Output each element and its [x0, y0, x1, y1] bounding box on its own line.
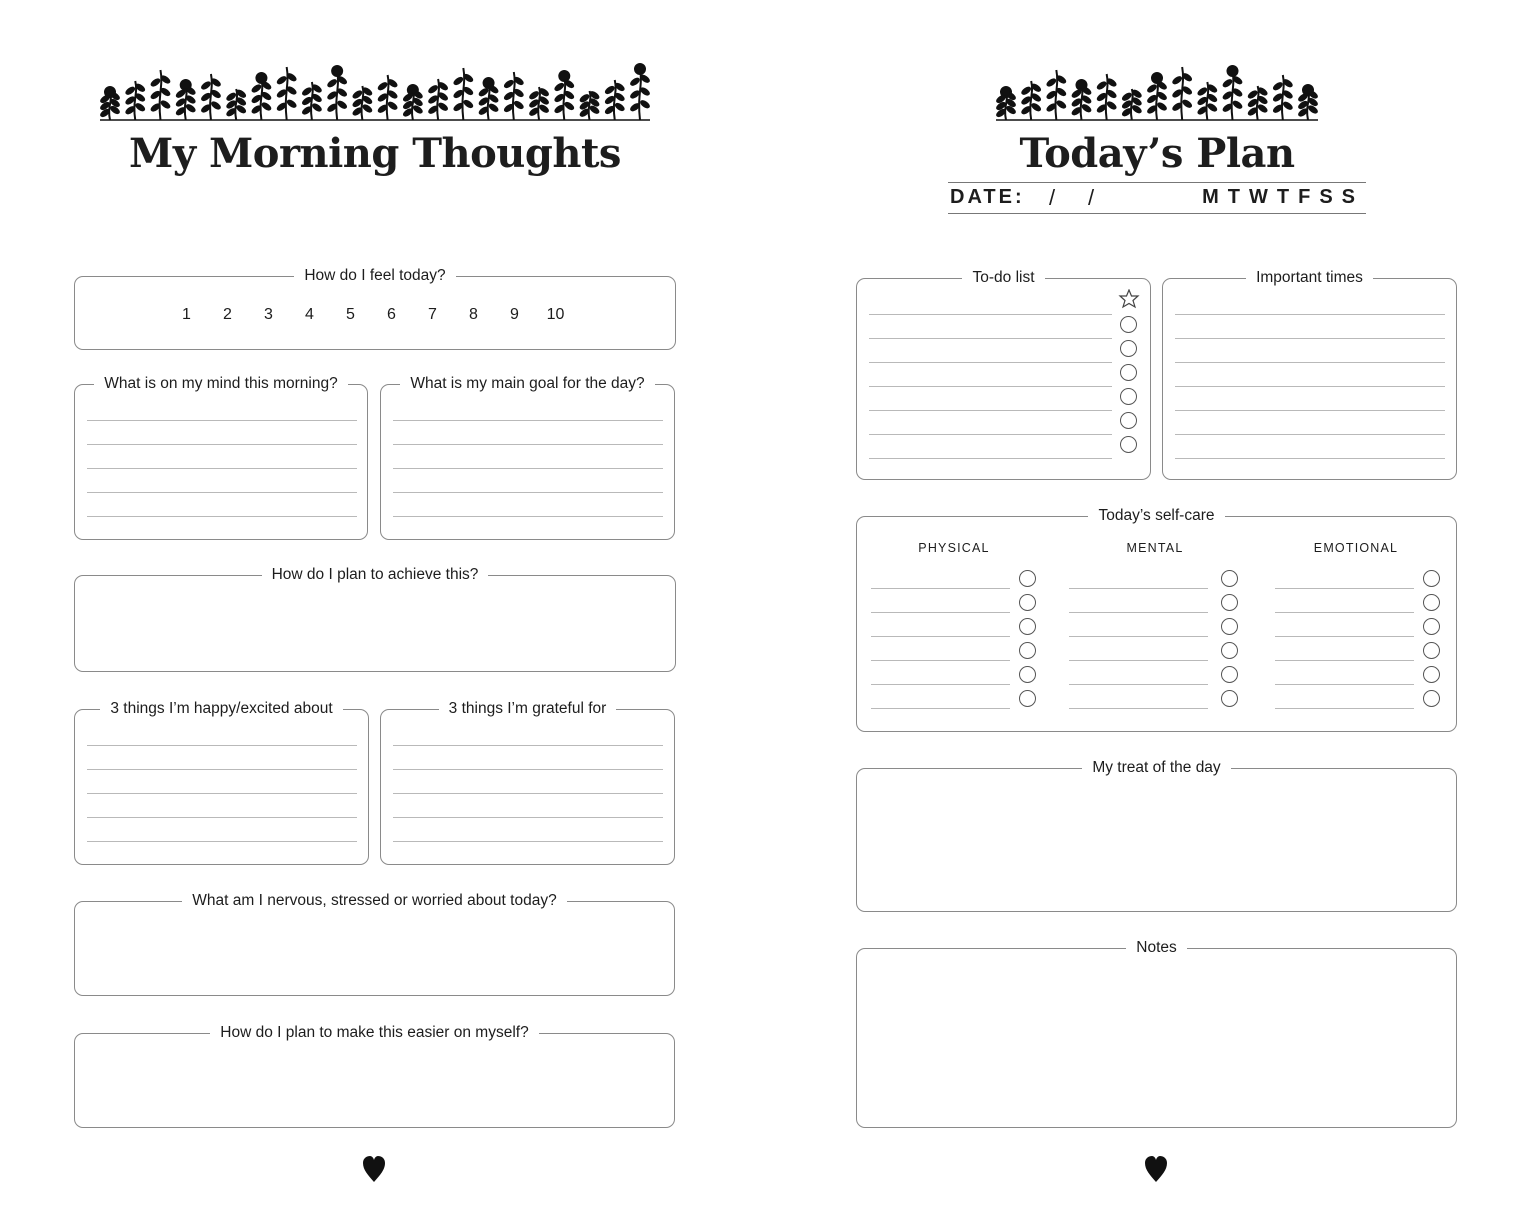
floral-leaf: [277, 89, 287, 97]
todo-checkbox-6[interactable]: [1120, 436, 1137, 453]
page-title-plan: Today’s Plan: [1019, 130, 1295, 177]
floral-leaf: [236, 105, 246, 113]
floral-leaf: [1157, 92, 1167, 100]
floral-bloom: [1152, 73, 1162, 83]
floral-leaf: [1208, 94, 1218, 102]
floral-leaf: [605, 96, 615, 104]
floral-bloom: [105, 87, 115, 97]
todo-checkbox-4[interactable]: [1120, 388, 1137, 405]
floral-leaf: [1097, 81, 1107, 89]
emotional-checkbox[interactable]: [1423, 666, 1440, 683]
floral-leaf: [454, 90, 464, 98]
floral-leaf: [1072, 90, 1082, 98]
floral-leaf: [226, 100, 236, 108]
mind-label: What is on my mind this morning?: [94, 375, 347, 392]
floral-leaf: [1072, 98, 1082, 106]
notes-label: Notes: [1126, 939, 1187, 956]
nervous-label: What am I nervous, stressed or worried about today?: [182, 892, 566, 909]
floral-leaf: [590, 106, 600, 114]
floral-leaf: [337, 88, 347, 96]
floral-leaf: [580, 101, 590, 109]
mental-checkbox[interactable]: [1221, 642, 1238, 659]
floral-leaf: [539, 105, 549, 113]
floral-leaf: [454, 77, 464, 85]
floral-leaf: [378, 93, 388, 101]
floral-bloom: [635, 64, 645, 74]
scale-1[interactable]: 1: [182, 306, 191, 323]
mind-lines[interactable]: [87, 397, 357, 517]
floral-leaf: [262, 92, 272, 100]
emotional-checkbox[interactable]: [1423, 570, 1440, 587]
mental-checkbox[interactable]: [1221, 666, 1238, 683]
scale-6[interactable]: 6: [387, 306, 396, 323]
floral-leaf: [1021, 96, 1031, 104]
floral-leaf: [378, 82, 388, 90]
achieve-label: How do I plan to achieve this?: [262, 566, 489, 583]
floral-leaf: [630, 90, 640, 98]
floral-leaf: [1248, 90, 1258, 98]
floral-leaf: [1122, 100, 1132, 108]
mental-lines[interactable]: [1069, 565, 1208, 709]
floral-leaf: [1208, 103, 1218, 111]
floral-bloom: [1077, 80, 1087, 90]
floral-leaf: [1047, 78, 1057, 86]
floral-leaf: [438, 92, 448, 100]
floral-leaf: [1233, 88, 1243, 96]
floral-leaf: [363, 96, 373, 104]
left-floral-border-icon: [100, 60, 650, 124]
left-heart-icon: [362, 1155, 386, 1183]
happy-box: [74, 700, 369, 865]
floral-leaf: [1172, 76, 1182, 84]
floral-leaf: [479, 97, 489, 105]
floral-leaf: [1223, 79, 1233, 87]
floral-leaf: [1283, 90, 1293, 98]
floral-bloom: [332, 66, 342, 76]
floral-leaf: [151, 91, 161, 99]
mental-checkbox[interactable]: [1221, 594, 1238, 611]
nervous-box[interactable]: [74, 892, 675, 996]
floral-leaf: [1132, 105, 1142, 113]
floral-leaf: [403, 101, 413, 109]
scale-2[interactable]: 2: [223, 306, 232, 323]
floral-leaf: [1057, 100, 1067, 108]
feel-box: [74, 267, 676, 350]
floral-leaf: [186, 104, 196, 112]
easier-label: How do I plan to make this easier on myself?: [210, 1024, 538, 1041]
floral-leaf: [640, 87, 650, 95]
floral-leaf: [262, 102, 272, 110]
goal-box: [380, 375, 675, 540]
floral-leaf: [640, 100, 650, 108]
floral-leaf: [176, 90, 186, 98]
feel-scale: [166, 306, 576, 324]
floral-leaf: [1147, 95, 1157, 103]
floral-leaf: [327, 91, 337, 99]
selfcare-mental-heading: MENTAL: [1126, 541, 1184, 555]
floral-leaf: [201, 93, 211, 101]
scale-5[interactable]: 5: [346, 306, 355, 323]
floral-leaf: [388, 102, 398, 110]
selfcare-box: [856, 507, 1457, 732]
floral-leaf: [428, 95, 438, 103]
achieve-box[interactable]: [74, 566, 676, 672]
floral-leaf: [1233, 101, 1243, 109]
goal-lines[interactable]: [393, 397, 663, 517]
emotional-checkbox[interactable]: [1423, 690, 1440, 707]
floral-leaf: [1107, 101, 1117, 109]
floral-bloom: [1303, 85, 1313, 95]
right-floral-border-icon: [996, 60, 1318, 124]
floral-leaf: [529, 99, 539, 107]
floral-leaf: [554, 94, 564, 102]
floral-leaf: [580, 94, 590, 102]
floral-leaf: [529, 91, 539, 99]
scale-3[interactable]: 3: [264, 306, 273, 323]
floral-leaf: [252, 84, 262, 92]
floral-leaf: [312, 103, 322, 111]
floral-leaf: [479, 88, 489, 96]
floral-leaf: [605, 86, 615, 94]
happy-lines[interactable]: [87, 722, 357, 842]
floral-leaf: [161, 88, 171, 96]
floral-leaf: [186, 95, 196, 103]
floral-bloom: [1228, 66, 1238, 76]
floral-leaf: [554, 83, 564, 91]
scale-9[interactable]: 9: [510, 306, 519, 323]
scale-4[interactable]: 4: [305, 306, 314, 323]
emotional-lines[interactable]: [1275, 565, 1414, 709]
floral-bloom: [181, 80, 191, 90]
floral-leaf: [135, 103, 145, 111]
selfcare-label: Today’s self-care: [1088, 507, 1224, 524]
scale-7[interactable]: 7: [428, 306, 437, 323]
floral-leaf: [428, 85, 438, 93]
floral-leaf: [1273, 82, 1283, 90]
emotional-checkbox[interactable]: [1423, 618, 1440, 635]
weekday-selector[interactable]: MTWTFSS: [1202, 186, 1364, 208]
date-slash-2: /: [1088, 185, 1095, 210]
emotional-checkbox[interactable]: [1423, 642, 1440, 659]
floral-leaf: [287, 100, 297, 108]
floral-leaf: [1021, 87, 1031, 95]
floral-leaf: [464, 100, 474, 108]
floral-leaf: [564, 91, 574, 99]
floral-leaf: [615, 93, 625, 101]
floral-leaf: [1031, 103, 1041, 111]
floral-leaf: [514, 89, 524, 97]
times-box: [1162, 269, 1457, 480]
floral-leaf: [1283, 102, 1293, 110]
floral-leaf: [1223, 91, 1233, 99]
floral-bloom: [256, 73, 266, 83]
floral-leaf: [1182, 100, 1192, 108]
mental-checkbox[interactable]: [1221, 618, 1238, 635]
floral-leaf: [252, 95, 262, 103]
floral-leaf: [504, 80, 514, 88]
treat-label: My treat of the day: [1082, 759, 1230, 776]
floral-leaf: [327, 79, 337, 87]
emotional-checkbox[interactable]: [1423, 594, 1440, 611]
floral-leaf: [1147, 84, 1157, 92]
physical-checkbox[interactable]: [1019, 690, 1036, 707]
floral-leaf: [1258, 96, 1268, 104]
floral-leaf: [1097, 93, 1107, 101]
scale-8[interactable]: 8: [469, 306, 478, 323]
feel-label: How do I feel today?: [294, 267, 455, 284]
floral-leaf: [176, 98, 186, 106]
physical-checkbox[interactable]: [1019, 666, 1036, 683]
floral-leaf: [438, 103, 448, 111]
scale-10[interactable]: 10: [546, 306, 565, 323]
floral-leaf: [1198, 97, 1208, 105]
times-label: Important times: [1246, 269, 1373, 286]
physical-checkbox[interactable]: [1019, 570, 1036, 587]
date-row: [948, 182, 1366, 214]
happy-label: 3 things I’m happy/excited about: [100, 700, 342, 717]
floral-leaf: [1198, 87, 1208, 95]
selfcare-physical-heading: PHYSICAL: [918, 541, 990, 555]
page-title-morning: My Morning Thoughts: [129, 130, 621, 177]
floral-leaf: [125, 96, 135, 104]
todo-label: To-do list: [962, 269, 1044, 286]
easier-box[interactable]: [74, 1024, 675, 1128]
floral-leaf: [539, 96, 549, 104]
floral-leaf: [464, 87, 474, 95]
floral-leaf: [1308, 105, 1318, 113]
floral-leaf: [236, 97, 246, 105]
selfcare-emotional-heading: EMOTIONAL: [1313, 541, 1399, 555]
todo-lines[interactable]: [869, 291, 1112, 459]
floral-leaf: [1132, 97, 1142, 105]
floral-leaf: [125, 87, 135, 95]
todo-checkbox-1[interactable]: [1120, 316, 1137, 333]
right-heart-icon: [1144, 1155, 1168, 1183]
mind-box: [74, 375, 368, 540]
todo-checkbox-5[interactable]: [1120, 412, 1137, 429]
floral-leaf: [564, 102, 574, 110]
mental-checkbox[interactable]: [1221, 570, 1238, 587]
floral-bloom: [1001, 87, 1011, 97]
floral-leaf: [312, 94, 322, 102]
floral-bloom: [559, 71, 569, 81]
floral-leaf: [489, 94, 499, 102]
floral-leaf: [1082, 95, 1092, 103]
todo-box: [856, 269, 1151, 480]
floral-leaf: [363, 104, 373, 112]
floral-leaf: [337, 101, 347, 109]
floral-leaf: [353, 99, 363, 107]
floral-leaf: [504, 92, 514, 100]
floral-leaf: [413, 105, 423, 113]
floral-leaf: [615, 103, 625, 111]
floral-leaf: [1031, 93, 1041, 101]
notes-box[interactable]: [856, 939, 1457, 1128]
todo-checkbox-2[interactable]: [1120, 340, 1137, 357]
floral-leaf: [1273, 93, 1283, 101]
floral-leaf: [302, 97, 312, 105]
floral-leaf: [287, 86, 297, 94]
floral-leaf: [1122, 93, 1132, 101]
floral-leaf: [388, 90, 398, 98]
floral-leaf: [1258, 104, 1268, 112]
floral-leaf: [211, 101, 221, 109]
grateful-lines[interactable]: [393, 722, 663, 842]
physical-checkbox[interactable]: [1019, 618, 1036, 635]
floral-leaf: [1107, 90, 1117, 98]
floral-bloom: [484, 78, 494, 88]
floral-leaf: [1172, 89, 1182, 97]
floral-leaf: [277, 76, 287, 84]
floral-leaf: [590, 98, 600, 106]
physical-lines[interactable]: [871, 565, 1010, 709]
date-slash-1: /: [1049, 185, 1056, 210]
floral-leaf: [201, 81, 211, 89]
floral-leaf: [161, 100, 171, 108]
floral-leaf: [135, 93, 145, 101]
floral-leaf: [489, 104, 499, 112]
floral-leaf: [413, 98, 423, 106]
floral-leaf: [1157, 102, 1167, 110]
floral-leaf: [1308, 98, 1318, 106]
floral-bloom: [408, 85, 418, 95]
floral-leaf: [226, 93, 236, 101]
floral-leaf: [1298, 101, 1308, 109]
floral-leaf: [1057, 88, 1067, 96]
times-lines[interactable]: [1175, 291, 1445, 459]
mental-checkbox[interactable]: [1221, 690, 1238, 707]
grateful-box: [380, 700, 675, 865]
grateful-label: 3 things I’m grateful for: [439, 700, 617, 717]
floral-leaf: [630, 78, 640, 86]
floral-leaf: [211, 90, 221, 98]
treat-box[interactable]: [856, 759, 1457, 912]
floral-leaf: [1082, 104, 1092, 112]
floral-leaf: [151, 78, 161, 86]
floral-leaf: [514, 101, 524, 109]
physical-checkbox[interactable]: [1019, 594, 1036, 611]
floral-leaf: [1248, 99, 1258, 107]
goal-label: What is my main goal for the day?: [400, 375, 654, 392]
todo-checkbox-3[interactable]: [1120, 364, 1137, 381]
star-icon[interactable]: [1118, 289, 1140, 311]
floral-leaf: [302, 87, 312, 95]
physical-checkbox[interactable]: [1019, 642, 1036, 659]
floral-leaf: [353, 90, 363, 98]
date-label: DATE:: [950, 186, 1025, 208]
floral-leaf: [1182, 86, 1192, 94]
floral-leaf: [1047, 91, 1057, 99]
